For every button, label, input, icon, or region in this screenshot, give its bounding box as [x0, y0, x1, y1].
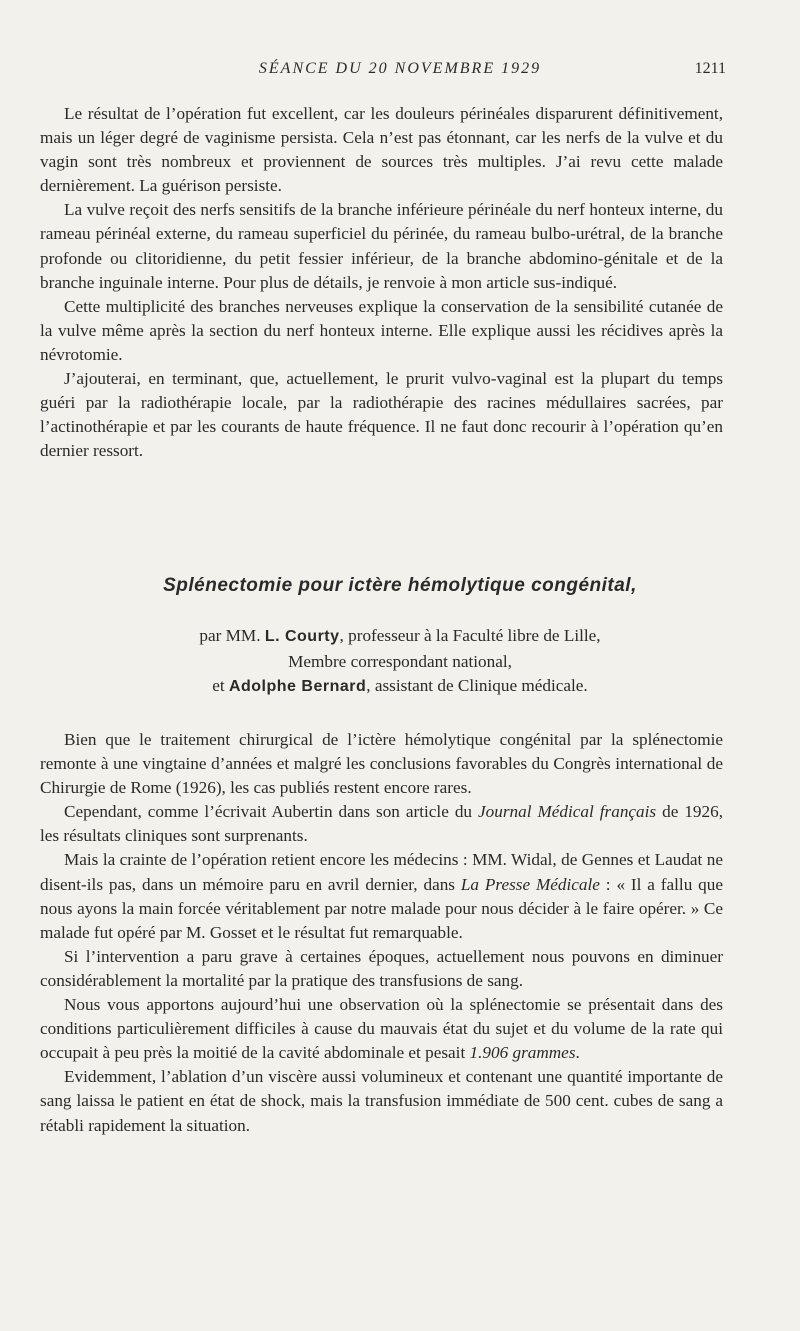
article-body — [40, 728, 723, 1138]
paragraph — [40, 800, 723, 848]
text-run: Cependant, comme l’écrivait Aubertin dans son article du — [64, 802, 478, 822]
text-run: . — [575, 1043, 580, 1063]
paragraph — [40, 848, 723, 944]
byline-prefix: et — [212, 676, 229, 695]
paragraph: La vulve reçoit des nerfs sensitifs de la branche inférieure périnéale du nerf honteux interne, du rameau périnéal externe, du rameau superficiel du périnée, du rameau bulbo-urétral, de la branche profonde ou clitoridienne, du petit fessier inférieur, de la branche abdomino-génitale et de la branche inguinale interne. Pour plus de détails, je renvoie à mon article sus-indiqué. — [40, 200, 723, 292]
article-byline — [0, 624, 800, 700]
text-run: Nous vous apportons aujourd’hui une observation où la splénectomie se présentait dans des conditions particulièrement difficiles à cause du mauvais état du sujet et du volume de la rate qui occupait à peu près la moitié de la cavité abdominale et pesait — [40, 995, 723, 1063]
paragraph: Si l’intervention a paru grave à certaines époques, actuellement nous pouvons en diminuer considérablement la mortalité par la pratique des transfusions de sang. — [40, 946, 723, 990]
journal-citation: Journal Médical français — [478, 802, 657, 822]
paragraph: J’ajouterai, en terminant, que, actuellement, le prurit vulvo-vaginal est la plupart du temps guéri par la radiothérapie locale, par la radiothérapie des racines médullaires sacrées, par l’actinothérapie et par les courants de haute fréquence. Il ne faut donc recourir à l’opération qu’en dernier ressort. — [40, 369, 723, 461]
paragraph: Evidemment, l’ablation d’un viscère aussi volumineux et contenant une quantité importante de sang laissa le patient en état de shock, mais la transfusion immédiate de 500 cent. cubes de sang a rétabli rapidement la situation. — [40, 1067, 723, 1135]
author-name: Adolphe Bernard — [228, 678, 367, 695]
running-head — [0, 58, 800, 82]
journal-citation: La Presse Médicale — [460, 874, 600, 894]
text-run: de 1926, les résultats cliniques sont surprenants. — [40, 802, 723, 846]
paragraph: Bien que le traitement chirurgical de l’ictère hémolytique congénital par la splénectomie remonte à une vingtaine d’années et malgré les conclusions favorables du Congrès international de Chirurgie de Rome (1926), les cas publiés restent encore rares. — [40, 730, 723, 798]
byline-line-3 — [0, 674, 800, 700]
spleen-weight: 1.906 grammes — [469, 1043, 576, 1063]
running-title: SÉANCE DU 20 NOVEMBRE 1929 — [258, 60, 542, 77]
article-title: Splénectomie pour ictère hémolytique congénital, — [163, 575, 637, 596]
paragraph: Le résultat de l’opération fut excellent, car les douleurs périnéales disparurent définitivement, mais un léger degré de vaginisme persista. Cela n’est pas étonnant, car les nerfs de la vulve et du vagin sont très nombreux et proviennent de sources très multiples. J’ai revu cette malade dernièrement. La guérison persiste. — [40, 104, 723, 196]
author-affiliation: , assistant de Clinique médicale. — [366, 676, 588, 695]
author-name: L. Courty — [264, 628, 340, 645]
paragraph — [40, 993, 723, 1065]
author-affiliation: , professeur à la Faculté libre de Lille, — [339, 626, 601, 645]
byline-line-1 — [0, 624, 800, 650]
byline-line-2: Membre correspondant national, — [288, 651, 512, 671]
byline-prefix: par MM. — [199, 626, 265, 645]
page-number: 1211 — [694, 60, 726, 77]
previous-article-conclusion — [40, 102, 723, 463]
text-run: Mais la crainte de l’opération retient encore les médecins : MM. Widal, de Gennes et Laudat ne disent-ils pas, dans un mémoire paru en avril dernier, dans — [40, 850, 723, 894]
paragraph: Cette multiplicité des branches nerveuses explique la conservation de la sensibilité cutanée de la vulve même après la section du nerf honteux interne. Elle explique aussi les récidives après la névrotomie. — [40, 296, 723, 364]
text-run: : « Il a fallu que nous ayons la main forcée véritablement par notre malade pour nous décider à le faire opérer. » Ce malade fut opéré par M. Gosset et le résultat fut remarquable. — [40, 874, 724, 942]
